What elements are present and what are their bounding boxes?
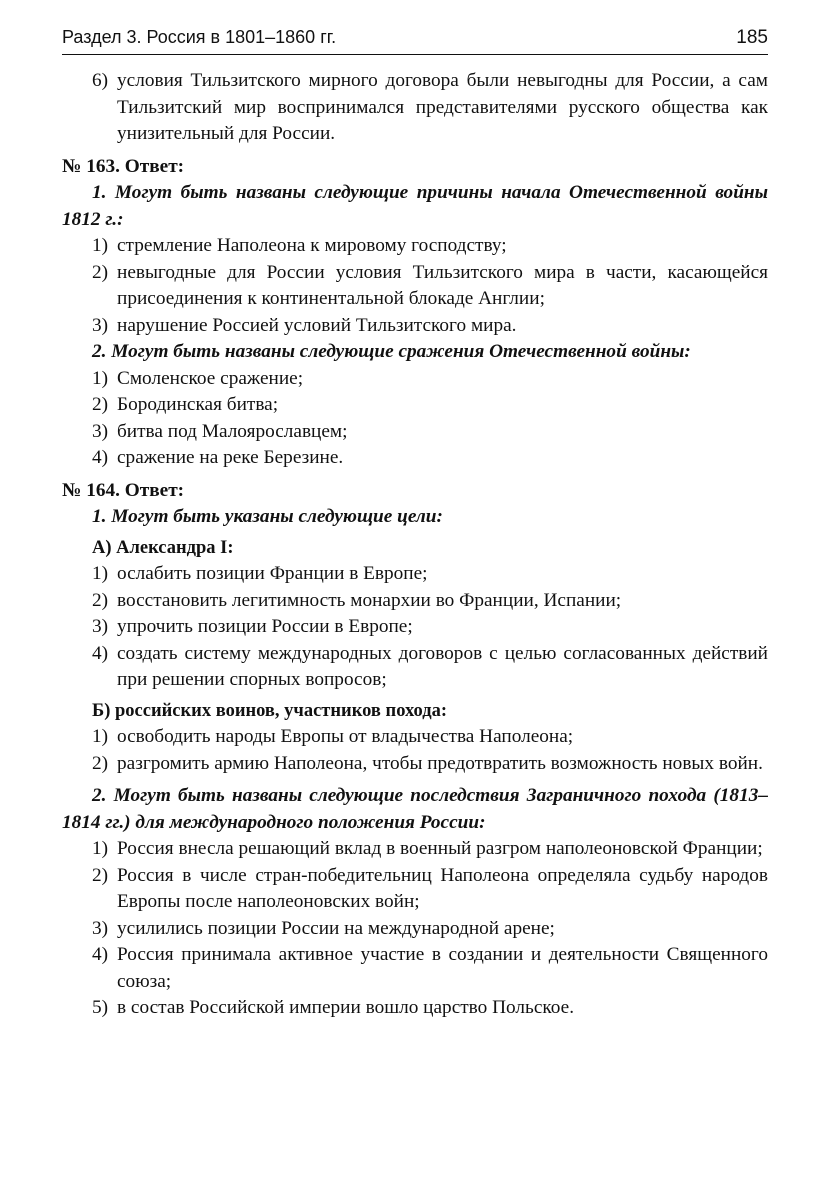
item-text: нарушение Россией условий Тильзитского мира. <box>117 314 517 336</box>
item-number: 3) <box>92 616 109 637</box>
list-item <box>62 751 768 778</box>
list-item <box>62 392 768 419</box>
list-item <box>62 233 768 260</box>
subsection-label: Б) российских воинов, участников похода: <box>92 700 448 721</box>
item-text: ослабить позиции Франции в Европе; <box>117 563 428 584</box>
item-text: битва под Малоярославцем; <box>117 420 348 442</box>
section-intro: 1. Могут быть указаны следующие цели: <box>92 506 443 527</box>
item-text: в состав Российской империи вошло царство Польское. <box>117 997 575 1018</box>
item-number: 4) <box>92 447 109 468</box>
item-number: 4) <box>92 944 109 965</box>
answer-heading-164: № 164. Ответ: <box>62 479 185 501</box>
page-header <box>62 24 768 55</box>
item-text: упрочить позиции России в Европе; <box>117 616 413 637</box>
item-text: сражение на реке Березине. <box>117 447 344 468</box>
list-item <box>62 260 768 313</box>
section-intro: 2. Могут быть названы следующие сражения Отечественной войны: <box>92 341 691 362</box>
item-text: Бородинская битва; <box>117 394 279 415</box>
list-item <box>62 419 768 446</box>
item-number: 2) <box>92 864 109 886</box>
page-content <box>62 68 768 1022</box>
consequences-list <box>62 836 768 1022</box>
item-text: Россия в числе стран-победительниц Наполеона определяла судьбу народов Европы после наполеоновских войн; <box>117 864 768 912</box>
item-number: 2) <box>92 394 109 415</box>
item-text: создать систему международных договоров с целью согласованных действий при решении спорных вопросов; <box>117 642 768 690</box>
causes-list <box>62 233 768 339</box>
item-number: 1) <box>92 235 109 256</box>
item-text: невыгодные для России условия Тильзитского мира в части, касающейся присоединения к континентальной блокаде Англии; <box>117 261 768 309</box>
item-number: 6) <box>92 70 109 91</box>
list-item <box>62 614 768 641</box>
list-item <box>62 942 768 995</box>
goals-soldiers-list <box>62 724 768 777</box>
list-item <box>62 863 768 916</box>
item-number: 2) <box>92 589 109 611</box>
item-number: 2) <box>92 752 109 774</box>
item-number: 5) <box>92 997 109 1018</box>
list-item <box>62 445 768 472</box>
section-intro: 2. Могут быть названы следующие последствия Заграничного похода (1813–1814 гг.) для международного положения России: <box>62 785 768 833</box>
item-number: 1) <box>92 367 109 389</box>
list-item <box>62 366 768 393</box>
goals-alexander-list <box>62 561 768 694</box>
item-text: разгромить армию Наполеона, чтобы предотвратить возможность новых войн. <box>117 752 763 774</box>
list-item <box>62 916 768 943</box>
item-text: освободить народы Европы от владычества Наполеона; <box>117 726 574 747</box>
page-number: 185 <box>736 27 768 48</box>
list-item <box>62 641 768 694</box>
list-item <box>62 588 768 615</box>
item-text: Россия внесла решающий вклад в военный разгром наполеоновской Франции; <box>117 838 763 859</box>
item-number: 1) <box>92 726 109 747</box>
answer-heading-163: № 163. Ответ: <box>62 155 185 177</box>
item-number: 3) <box>92 420 109 442</box>
list-item <box>62 313 768 340</box>
section-title: Раздел 3. Россия в 1801–1860 гг. <box>62 27 337 47</box>
item-text: восстановить легитимность монархии во Франции, Испании; <box>117 589 622 611</box>
list-item <box>62 724 768 751</box>
list-item <box>62 68 768 148</box>
list-item <box>62 836 768 863</box>
item-number: 2) <box>92 261 109 283</box>
item-number: 1) <box>92 838 109 859</box>
item-text: условия Тильзитского мирного договора были невыгодны для России, а сам Тильзитский мир воспринимался представителями русского общества как унизительный для России. <box>117 70 768 144</box>
section-intro: 1. Могут быть названы следующие причины начала Отечественной войны 1812 г.: <box>62 182 768 230</box>
item-text: Смоленское сражение; <box>117 367 304 389</box>
item-number: 4) <box>92 642 109 664</box>
item-number: 3) <box>92 917 109 939</box>
item-number: 1) <box>92 563 109 584</box>
list-item <box>62 995 768 1022</box>
item-text: стремление Наполеона к мировому господству; <box>117 235 507 256</box>
subsection-label: А) Александра I: <box>92 537 234 558</box>
item-number: 3) <box>92 314 109 336</box>
list-item <box>62 561 768 588</box>
item-text: Россия принимала активное участие в создании и деятельности Священного союза; <box>117 944 768 992</box>
battles-list <box>62 366 768 472</box>
item-text: усилились позиции России на международной арене; <box>117 917 555 939</box>
